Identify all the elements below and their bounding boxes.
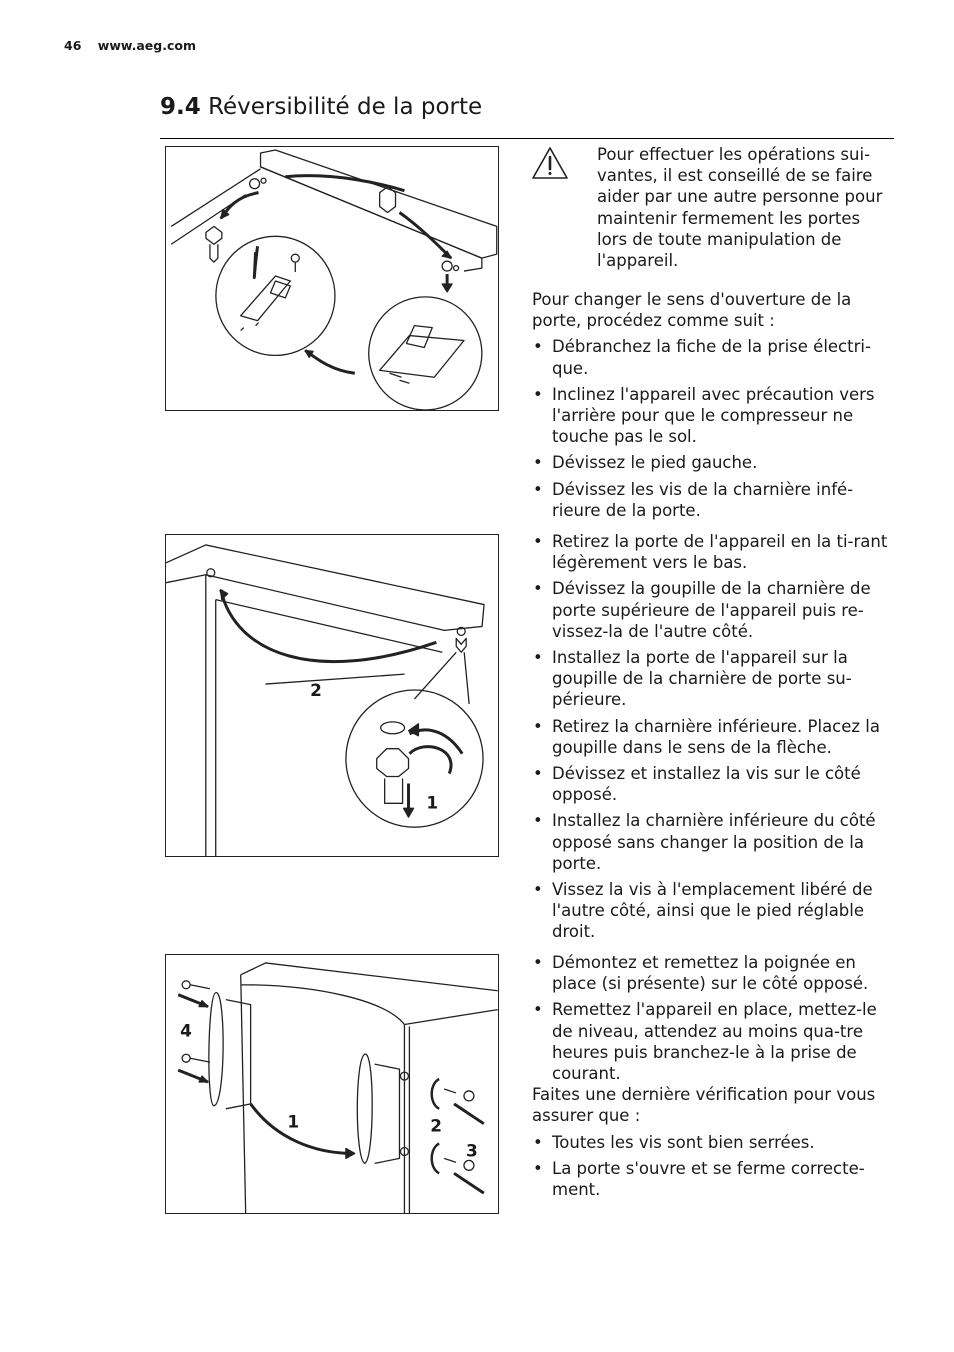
- list-item: • Vissez la vis à l'emplacement libéré de l'autre côté, ainsi que le pied réglable droit.: [532, 879, 888, 943]
- instructions-block-1: [532, 289, 888, 526]
- warning-text: Pour effectuer les opérations sui-vantes, il est conseillé de se faire aider par une autre personne pour maintenir fermement les portes lors de toute manipulation de l'appareil.: [597, 145, 883, 271]
- site-url: www.aeg.com: [97, 38, 196, 53]
- list-item: • La porte s'ouvre et se ferme correcte-ment.: [532, 1158, 888, 1200]
- list-item: • Installez la charnière inférieure du côté opposé sans changer la position de la porte.: [532, 810, 888, 874]
- figure-door-hinge-removal: [165, 146, 499, 411]
- list-item: • Retirez la porte de l'appareil en la ti-rant légèrement vers le bas.: [532, 531, 888, 573]
- page-number: 46: [64, 38, 82, 53]
- outro-paragraph: Faites une dernière vérification pour vous assurer que :: [532, 1085, 876, 1126]
- steps-list-3: [532, 952, 888, 1084]
- instructions-block-2: [532, 531, 888, 948]
- figure-label-3: 3: [465, 1140, 478, 1161]
- intro-paragraph: Pour changer le sens d'ouverture de la porte, procédez comme suit :: [532, 290, 852, 331]
- list-item: • Installez la porte de l'appareil sur la goupille de la charnière de porte su-périeure.: [532, 647, 888, 711]
- steps-list-2: [532, 531, 888, 943]
- list-item: • Dévissez la goupille de la charnière de porte supérieure de l'appareil puis re-vissez-la de l'autre côté.: [532, 578, 888, 642]
- list-item: • Remettez l'appareil en place, mettez-le de niveau, attendez au moins qua-tre heures puis branchez-le à la prise de courant.: [532, 999, 888, 1084]
- list-item: • Inclinez l'appareil avec précaution vers l'arrière pour que le compresseur ne touche pas le sol.: [532, 384, 888, 448]
- section-number: 9.4: [160, 94, 201, 120]
- section-title-text: Réversibilité de la porte: [208, 94, 483, 120]
- list-item: • Démontez et remettez la poignée en place (si présente) sur le côté opposé.: [532, 952, 888, 994]
- page-header: [64, 38, 196, 53]
- section-rule: [160, 138, 894, 139]
- figure-label-2: 2: [310, 679, 322, 700]
- list-item: • Toutes les vis sont bien serrées.: [532, 1132, 888, 1153]
- figure-label-1: 1: [426, 792, 439, 813]
- figure-handle-relocation: [165, 954, 499, 1214]
- instructions-block-3: [532, 952, 888, 1205]
- list-item: • Dévissez les vis de la charnière infé-rieure de la porte.: [532, 479, 888, 521]
- list-item: • Dévissez et installez la vis sur le côté opposé.: [532, 763, 888, 805]
- checklist: [532, 1132, 888, 1201]
- figure-hinge-pin-reversal: [165, 534, 499, 857]
- figure-label-2: 2: [430, 1115, 442, 1136]
- section-title: [160, 94, 482, 120]
- list-item: • Retirez la charnière inférieure. Placez la goupille dans le sens de la flèche.: [532, 716, 888, 758]
- figure-label-4: 4: [180, 1020, 192, 1041]
- steps-list-1: [532, 336, 888, 521]
- figure-label-1: 1: [287, 1111, 300, 1132]
- warning-triangle-icon: [531, 146, 569, 180]
- list-item: • Débranchez la fiche de la prise électri-que.: [532, 336, 888, 378]
- list-item: • Dévissez le pied gauche.: [532, 452, 888, 473]
